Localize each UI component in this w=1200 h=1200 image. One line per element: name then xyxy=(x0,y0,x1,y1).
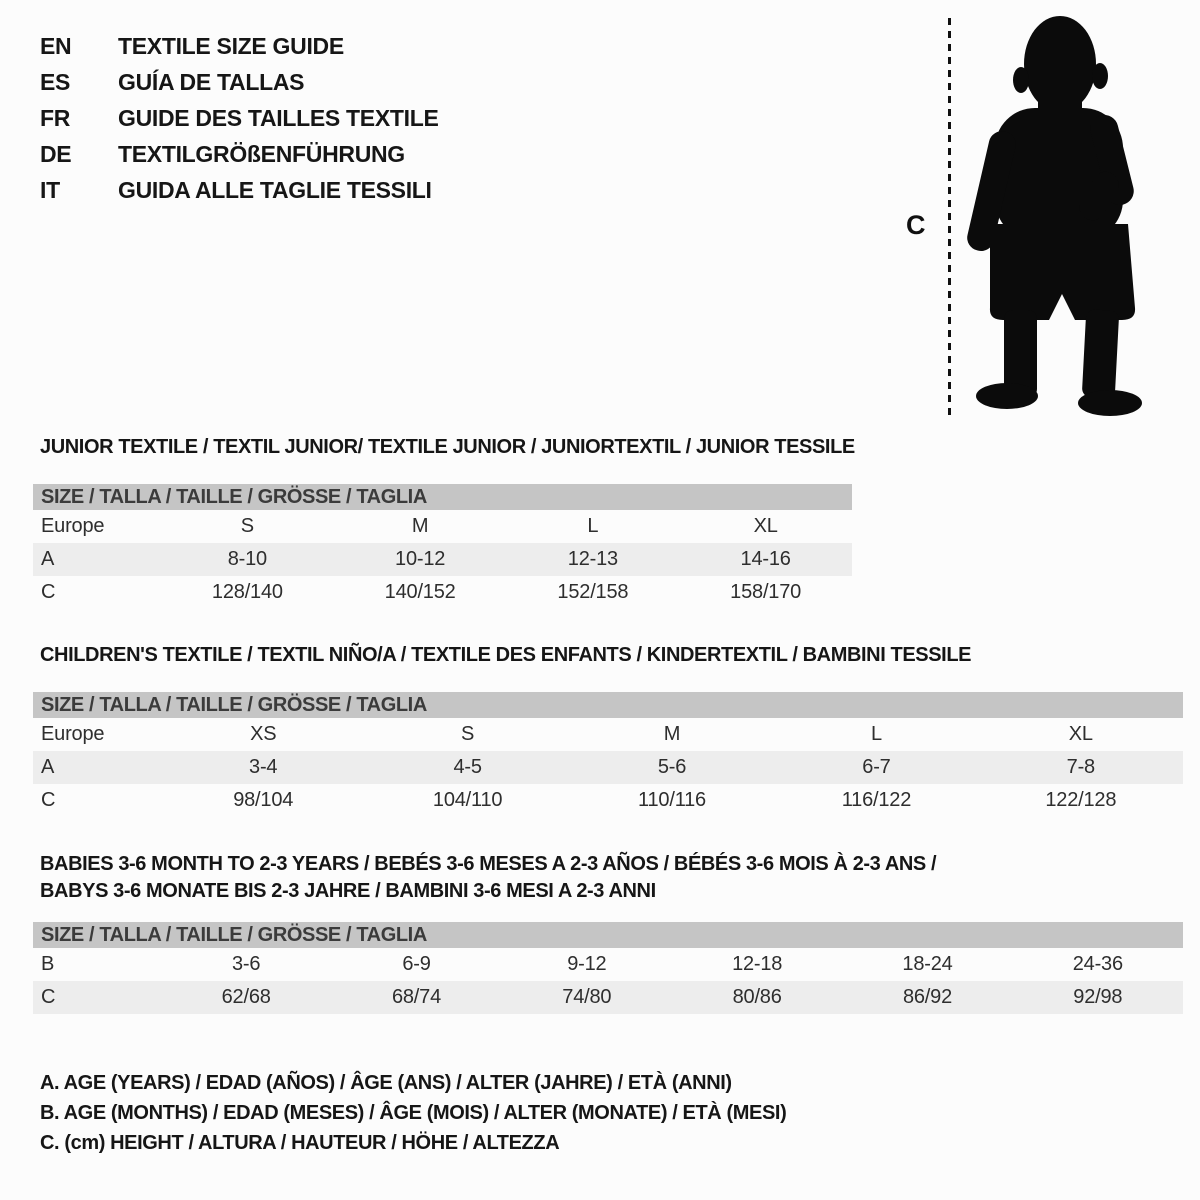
legend-line-b: B. AGE (MONTHS) / EDAD (MESES) / ÂGE (MOIS) / ALTER (MONATE) / ETÀ (MESI) xyxy=(40,1102,787,1124)
language-code: EN xyxy=(40,32,72,59)
section-children-textile xyxy=(33,643,1183,817)
guide-title-de: TEXTILGRÖßENFÜHRUNG xyxy=(118,140,405,167)
language-code: IT xyxy=(40,176,60,203)
table-cell: 122/128 xyxy=(1045,789,1117,811)
table-cell: L xyxy=(870,723,882,745)
size-table-header: SIZE / TALLA / TAILLE / GRÖSSE / TAGLIA xyxy=(33,692,1183,718)
table-cell: 3-6 xyxy=(232,953,261,975)
section-heading-junior: JUNIOR TEXTILE / TEXTIL JUNIOR/ TEXTILE JUNIOR / JUNIORTEXTIL / JUNIOR TESSILE xyxy=(40,436,855,458)
table-cell: L xyxy=(587,515,599,537)
language-row-en xyxy=(40,28,439,64)
table-cell: 110/116 xyxy=(638,789,706,811)
table-cell: 128/140 xyxy=(211,581,283,603)
table-cell: S xyxy=(240,515,254,537)
language-code: FR xyxy=(40,104,71,131)
section-babies-textile xyxy=(33,852,1183,1014)
height-measure-dashed-line xyxy=(948,18,951,418)
table-cell: 7-8 xyxy=(1066,756,1095,778)
row-label: A xyxy=(41,756,55,778)
table-cell: M xyxy=(411,515,429,537)
toddler-silhouette-icon xyxy=(962,12,1152,417)
guide-title-es: GUÍA DE TALLAS xyxy=(118,68,305,95)
table-row-height xyxy=(33,576,852,609)
table-cell: 12-13 xyxy=(567,548,618,570)
language-row-it xyxy=(40,172,439,208)
table-cell: 68/74 xyxy=(391,986,442,1008)
language-code: ES xyxy=(40,68,71,95)
table-cell: 6-9 xyxy=(402,953,431,975)
table-row-height xyxy=(33,981,1183,1014)
language-code: DE xyxy=(40,140,72,167)
measure-legend xyxy=(40,1068,786,1158)
table-cell: M xyxy=(663,723,681,745)
table-cell: 158/170 xyxy=(730,581,802,603)
measure-label-c: C xyxy=(906,210,926,240)
language-title-list xyxy=(40,28,439,208)
language-row-fr xyxy=(40,100,439,136)
row-label: C xyxy=(41,581,56,603)
table-cell: XS xyxy=(250,723,277,745)
section-junior-textile xyxy=(33,435,855,609)
language-row-de xyxy=(40,136,439,172)
table-cell: XL xyxy=(1068,723,1093,745)
table-cell: 14-16 xyxy=(740,548,791,570)
row-label: Europe xyxy=(41,515,105,537)
guide-title-it: GUIDA ALLE TAGLIE TESSILI xyxy=(118,176,432,203)
table-cell: 5-6 xyxy=(657,756,687,778)
table-cell: 24-36 xyxy=(1072,953,1123,975)
table-cell: 98/104 xyxy=(233,789,294,811)
guide-title-fr: GUIDE DES TAILLES TEXTILE xyxy=(118,104,439,131)
table-cell: 4-5 xyxy=(453,756,482,778)
table-cell: 9-12 xyxy=(567,953,607,975)
table-row-age-years xyxy=(33,543,852,576)
table-cell: 10-12 xyxy=(395,548,446,570)
table-row-height xyxy=(33,784,1183,817)
language-row-es xyxy=(40,64,439,100)
table-cell: 104/110 xyxy=(432,789,503,811)
row-label: A xyxy=(41,548,55,570)
guide-title-en: TEXTILE SIZE GUIDE xyxy=(118,32,344,59)
table-cell: XL xyxy=(753,515,778,537)
row-label: B xyxy=(41,953,55,975)
table-cell: 6-7 xyxy=(862,756,891,778)
table-cell: 152/158 xyxy=(557,581,629,603)
table-cell: 8-10 xyxy=(227,548,267,570)
legend-line-c: C. (cm) HEIGHT / ALTURA / HAUTEUR / HÖHE / ALTEZZA xyxy=(40,1132,560,1154)
table-cell: 74/80 xyxy=(562,986,612,1008)
legend-line-a: A. AGE (YEARS) / EDAD (AÑOS) / ÂGE (ANS) / ALTER (JAHRE) / ETÀ (ANNI) xyxy=(40,1072,732,1094)
section-heading-children: CHILDREN'S TEXTILE / TEXTIL NIÑO/A / TEXTILE DES ENFANTS / KINDERTEXTIL / BAMBINI TESSILE xyxy=(40,644,972,666)
row-label: C xyxy=(41,986,56,1008)
table-cell: 116/122 xyxy=(841,789,912,811)
section-heading-babies-line1: BABIES 3-6 MONTH TO 2-3 YEARS / BEBÉS 3-6 MESES A 2-3 AÑOS / BÉBÉS 3-6 MOIS À 2-3 ANS / xyxy=(40,853,937,875)
table-cell: 92/98 xyxy=(1073,986,1123,1008)
table-row-europe xyxy=(33,718,1183,751)
section-heading-babies-line2: BABYS 3-6 MONATE BIS 2-3 JAHRE / BAMBINI 3-6 MESI A 2-3 ANNI xyxy=(40,880,656,902)
table-cell: 18-24 xyxy=(902,953,953,975)
table-row-age-months xyxy=(33,948,1183,981)
table-cell: S xyxy=(461,723,475,745)
table-cell: 86/92 xyxy=(902,986,952,1008)
table-row-europe xyxy=(33,510,852,543)
row-label: C xyxy=(41,789,56,811)
table-cell: 80/86 xyxy=(732,986,782,1008)
table-cell: 12-18 xyxy=(732,953,783,975)
table-cell: 62/68 xyxy=(221,986,271,1008)
table-cell: 3-4 xyxy=(249,756,278,778)
size-table-header: SIZE / TALLA / TAILLE / GRÖSSE / TAGLIA xyxy=(33,484,852,510)
row-label: Europe xyxy=(41,723,105,745)
table-cell: 140/152 xyxy=(384,581,456,603)
size-table-header: SIZE / TALLA / TAILLE / GRÖSSE / TAGLIA xyxy=(33,922,1183,948)
table-row-age-years xyxy=(33,751,1183,784)
